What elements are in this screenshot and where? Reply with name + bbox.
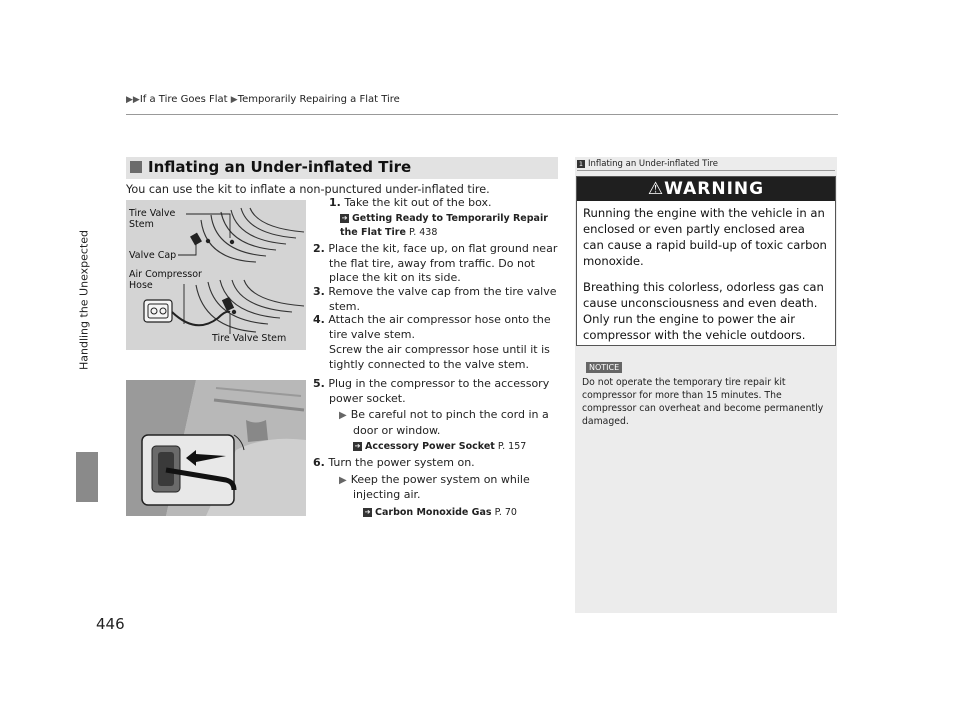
breadcrumb [126,94,400,105]
side-notes-divider [577,170,835,171]
step-4-number: 4. [313,313,325,326]
label-tire-valve-stem-top: Tire Valve Stem [129,208,176,230]
section-heading-text: Inflating an Under-inflated Tire [148,158,412,176]
intro-text: You can use the kit to inflate a non-punctured under-inflated tire. [126,183,490,196]
side-tab-label: Handling the Unexpected [77,229,91,371]
step-1-ref-page[interactable]: P. 438 [408,226,438,238]
step-5-ref-title[interactable]: Accessory Power Socket [365,441,495,452]
step-5-text: Plug in the compressor to the accessory power socket. [328,377,550,405]
side-tab [74,140,94,460]
step-4-subtext: Screw the air compressor hose until it is tightly connected to the valve stem. [329,343,550,371]
step-1-text: Take the kit out of the box. [344,196,492,209]
label-valve-cap: Valve Cap [129,250,177,261]
side-notes-title [577,159,718,169]
note-number-icon: 1 [578,159,584,168]
step-5-bullet: Be careful not to pinch the cord in a door or window. [350,408,549,437]
step-6-text: Turn the power system on. [328,456,475,469]
breadcrumb-arrow-icon: ▶ [230,95,238,105]
step-5-ref-page[interactable]: P. 157 [497,441,527,452]
step-5 [313,377,559,455]
step-5-reference[interactable] [353,440,559,455]
breadcrumb-arrow-icon: ▶▶ [126,95,140,105]
step-3-number: 3. [313,285,325,298]
step-2 [313,242,559,286]
step-6-bullet: Keep the power system on while injecting air. [350,472,530,501]
step-4 [313,313,559,372]
step-2-text: Place the kit, face up, on flat ground near the flat tire, away from traffic. Do not place the kit on its side. [328,242,558,284]
step-3 [313,285,559,314]
label-tire-valve-stem-bottom: Tire Valve Stem [212,333,287,344]
notice-badge: NOTICE [586,362,622,373]
bullet-triangle-icon: ▶ [339,410,347,421]
step-6-number: 6. [313,456,325,469]
label-air-compressor-hose: Air Compressor Hose [129,269,202,291]
step-3-text: Remove the valve cap from the tire valve stem. [328,285,557,313]
warning-paragraph-2: Breathing this colorless, odorless gas can cause unconsciousness and even death. Only run the engine to power the air compressor with the vehicle outdoors. [583,280,824,342]
step-6-ref-page[interactable]: P. 70 [494,506,517,518]
bullet-triangle-icon: ▶ [339,474,347,486]
header-divider [126,114,838,115]
step-6-ref-title[interactable]: Carbon Monoxide Gas [375,506,492,518]
warning-triangle-icon: ⚠ [647,179,665,199]
step-1 [329,196,559,240]
warning-header [577,177,835,201]
section-heading [126,157,558,179]
power-socket-illustration [126,380,306,516]
step-1-ref-title[interactable]: Getting Ready to Temporarily Repair the Flat Tire [340,212,548,238]
warning-header-text: WARNING [664,179,765,199]
reference-arrow-icon: ➔ [341,213,348,222]
tire-valve-illustration [126,200,306,350]
step-1-number: 1. [329,196,341,209]
step-6-reference[interactable] [363,506,559,521]
reference-arrow-icon: ➔ [364,507,371,516]
step-5-number: 5. [313,377,325,390]
breadcrumb-level1[interactable]: If a Tire Goes Flat [139,94,228,105]
side-notes-title-text: Inflating an Under-inflated Tire [588,159,718,169]
warning-paragraph-1: Running the engine with the vehicle in an enclosed or even partly enclosed area can cause a rapid build-up of toxic carbon monoxide. [583,206,827,268]
step-1-reference[interactable] [340,212,559,240]
reference-arrow-icon: ➔ [354,442,361,450]
step-6 [313,456,559,520]
warning-box [576,176,836,346]
side-tab-marker [76,452,98,502]
step-2-number: 2. [313,242,325,255]
power-socket-drawing [126,380,306,516]
step-4-text: Attach the air compressor hose onto the tire valve stem. [328,313,551,341]
notice-text: Do not operate the temporary tire repair kit compressor for more than 15 minutes. The compressor can overheat and become permanently damaged. [582,377,824,427]
breadcrumb-level2[interactable]: Temporarily Repairing a Flat Tire [237,94,400,105]
page-number: 446 [96,615,125,633]
heading-square-icon [130,161,142,173]
warning-body [583,205,829,353]
